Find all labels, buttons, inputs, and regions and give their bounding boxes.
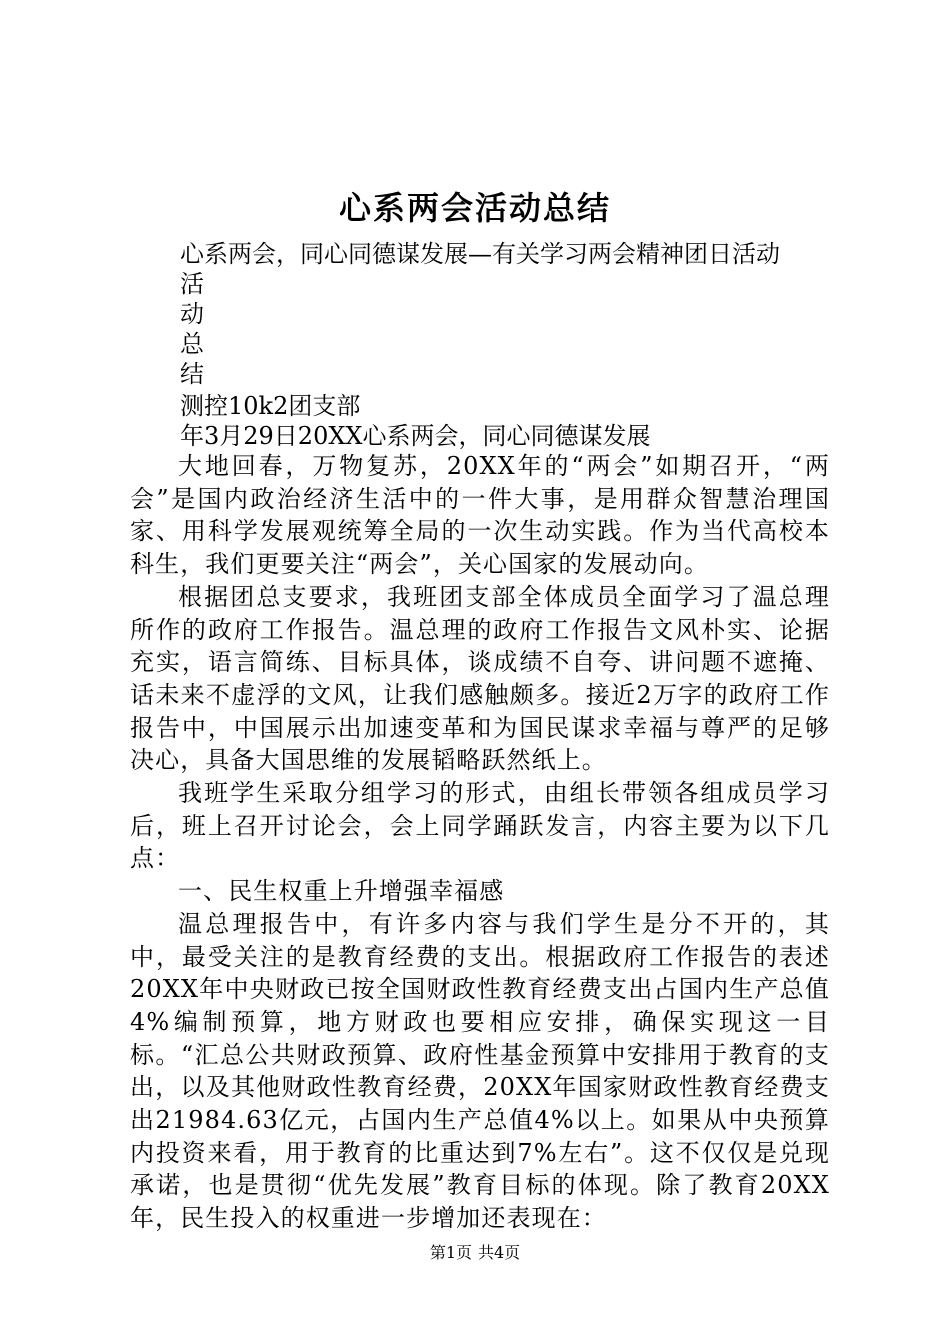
date-line: 年3月29日20XX心系两会，同心同德谋发展 (180, 422, 651, 450)
vertical-char-line: 活 (180, 270, 204, 298)
page-number: 第1页 (429, 1243, 472, 1262)
document-body (130, 450, 830, 1235)
vertical-char-line: 结 (180, 360, 204, 388)
vertical-char-line: 动 (180, 300, 204, 328)
subtitle-line: 心系两会，同心同德谋发展—有关学习两会精神团日活动 (180, 240, 780, 268)
organization-line: 测控10k2团支部 (180, 392, 361, 420)
page-footer (0, 1243, 950, 1263)
document-title: 心系两会活动总结 (338, 189, 611, 227)
section-heading: 一、民生权重上升增强幸福感 (178, 877, 505, 906)
body-paragraph: 根据团总支要求，我班团支部全体成员全面学习了温总理所作的政府工作报告。温总理的政府工作报告文风朴实、论据充实，语言简练、目标具体，谈成绩不自夸、讲问题不遮掩、话未来不虚浮的文风，让我们感触颇多。接近2万字的政府工作报告中，中国展示出加速变革和为国民谋求幸福与尊严的足够决心，具备大国思维的发展韬略跃然纸上。 (130, 582, 830, 775)
body-paragraph: 我班学生采取分组学习的形式，由组长带领各组成员学习后，班上召开讨论会，会上同学踊跃发言，内容主要为以下几点： (130, 779, 830, 873)
page-total: 共4页 (478, 1243, 521, 1262)
body-paragraph: 大地回春，万物复苏，20XX年的“两会”如期召开，“两会”是国内政治经济生活中的一件大事，是用群众智慧治理国家、用科学发展观统筹全局的一次生动实践。作为当代高校本科生，我们更要关注“两会”，关心国家的发展动向。 (130, 452, 830, 579)
body-paragraph: 温总理报告中，有许多内容与我们学生是分不开的，其中，最受关注的是教育经费的支出。根据政府工作报告的表述20XX年中央财政已按全国财政性教育经费支出占国内生产总值4%编制预算，地方财政也要相应安排，确保实现这一目标。“汇总公共财政预算、政府性基金预算中安排用于教育的支出，以及其他财政性教育经费，20XX年国家财政性教育经费支出21984.63亿元，占国内生产总值4%以上。如果从中央预算内投资来看，用于教育的比重达到7%左右”。这不仅仅是兑现承诺，也是贯彻“优先发展”教育目标的体现。除了教育20XX年，民生投入的权重进一步增加还表现在： (130, 909, 830, 1233)
vertical-char-line: 总 (180, 330, 204, 358)
